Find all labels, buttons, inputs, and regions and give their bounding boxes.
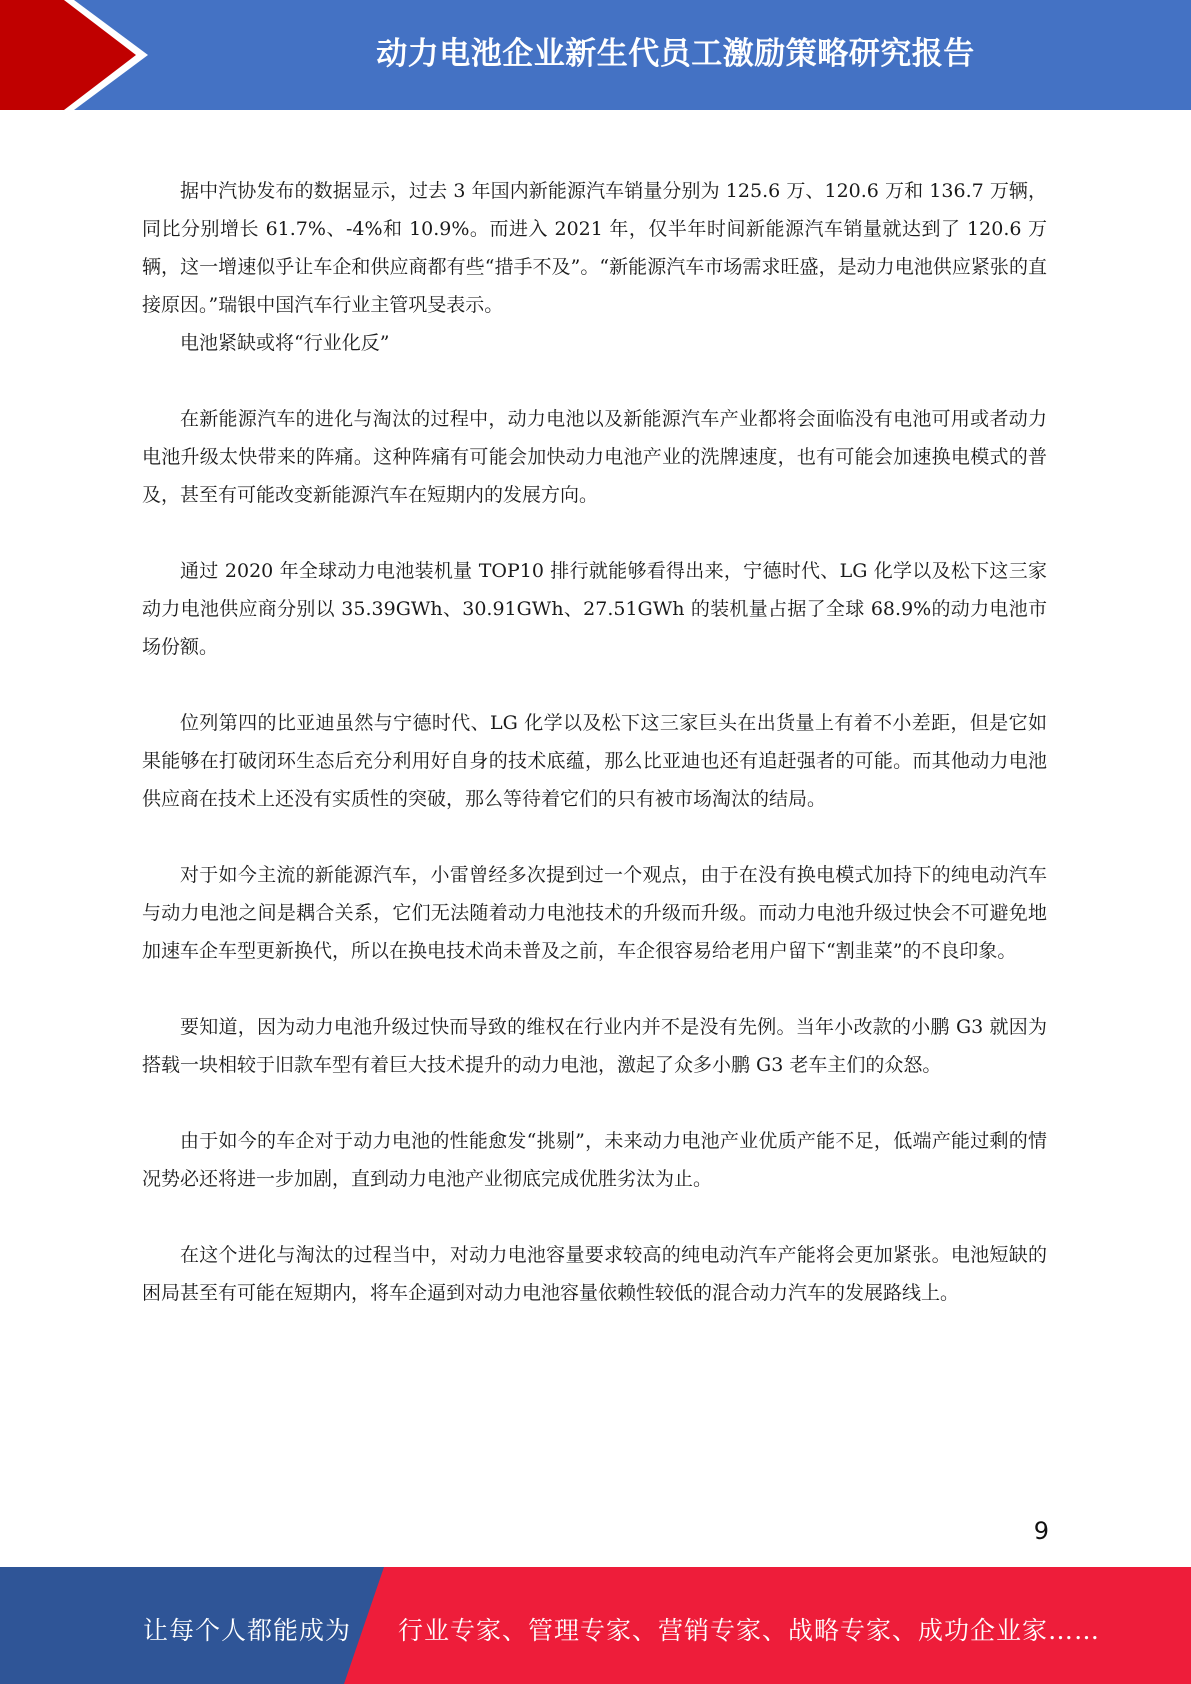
paragraph-7: 由于如今的车企对于动力电池的性能愈发“挑剔”，未来动力电池产业优质产能不足，低端产能过剩的情况势必还将进一步加剧，直到动力电池产业彻底完成优胜劣汰为止。 xyxy=(142,1130,1047,1190)
footer-slogan-left: 让每个人都能成为 xyxy=(143,1616,352,1645)
document-body xyxy=(142,172,1047,1312)
report-title: 动力电池企业新生代员工激励策略研究报告 xyxy=(376,36,975,72)
page-number: 9 xyxy=(1033,1517,1049,1545)
paragraph-6: 要知道，因为动力电池升级过快而导致的维权在行业内并不是没有先例。当年小改款的小鹏 G3 就因为搭载一块相较于旧款车型有着巨大技术提升的动力电池，激起了众多小鹏 G3 老车主们的众怒。 xyxy=(142,1016,1047,1076)
section-heading: 电池紧缺或将“行业化反” xyxy=(180,332,390,354)
footer-slogan-right: 行业专家、管理专家、营销专家、战略专家、成功企业家…… xyxy=(398,1616,1101,1645)
page-header xyxy=(0,0,1191,110)
paragraph-1: 据中汽协发布的数据显示，过去 3 年国内新能源汽车销量分别为 125.6 万、120.6 万和 136.7 万辆，同比分别增长 61.7%、-4%和 10.9%。而进入 2021 年，仅半年时间新能源汽车销量就达到了 120.6 万辆，这一增速似乎让车企和供应商都有些“措手不及”。“新能源汽车市场需求旺盛，是动力电池供应紧张的直接原因。”瑞银中国汽车行业主管巩旻表示。 xyxy=(142,180,1047,316)
paragraph-3: 通过 2020 年全球动力电池装机量 TOP10 排行就能够看得出来，宁德时代、LG 化学以及松下这三家动力电池供应商分别以 35.39GWh、30.91GWh、27.51GWh 的装机量占据了全球 68.9%的动力电池市场份额。 xyxy=(142,560,1047,658)
paragraph-5: 对于如今主流的新能源汽车，小雷曾经多次提到过一个观点，由于在没有换电模式加持下的纯电动汽车与动力电池之间是耦合关系，它们无法随着动力电池技术的升级而升级。而动力电池升级过快会不可避免地加速车企车型更新换代，所以在换电技术尚未普及之前，车企很容易给老用户留下“割韭菜”的不良印象。 xyxy=(142,864,1047,962)
paragraph-8: 在这个进化与淘汰的过程当中，对动力电池容量要求较高的纯电动汽车产能将会更加紧张。电池短缺的困局甚至有可能在短期内，将车企逼到对动力电池容量依赖性较低的混合动力汽车的发展路线上。 xyxy=(142,1244,1047,1304)
page-footer xyxy=(0,1567,1191,1684)
paragraph-2: 在新能源汽车的进化与淘汰的过程中，动力电池以及新能源汽车产业都将会面临没有电池可用或者动力电池升级太快带来的阵痛。这种阵痛有可能会加快动力电池产业的洗牌速度，也有可能会加速换电模式的普及，甚至有可能改变新能源汽车在短期内的发展方向。 xyxy=(142,408,1047,506)
paragraph-4: 位列第四的比亚迪虽然与宁德时代、LG 化学以及松下这三家巨头在出货量上有着不小差距，但是它如果能够在打破闭环生态后充分利用好自身的技术底蕴，那么比亚迪也还有追赶强者的可能。而其他动力电池供应商在技术上还没有实质性的突破，那么等待着它们的只有被市场淘汰的结局。 xyxy=(142,712,1047,810)
